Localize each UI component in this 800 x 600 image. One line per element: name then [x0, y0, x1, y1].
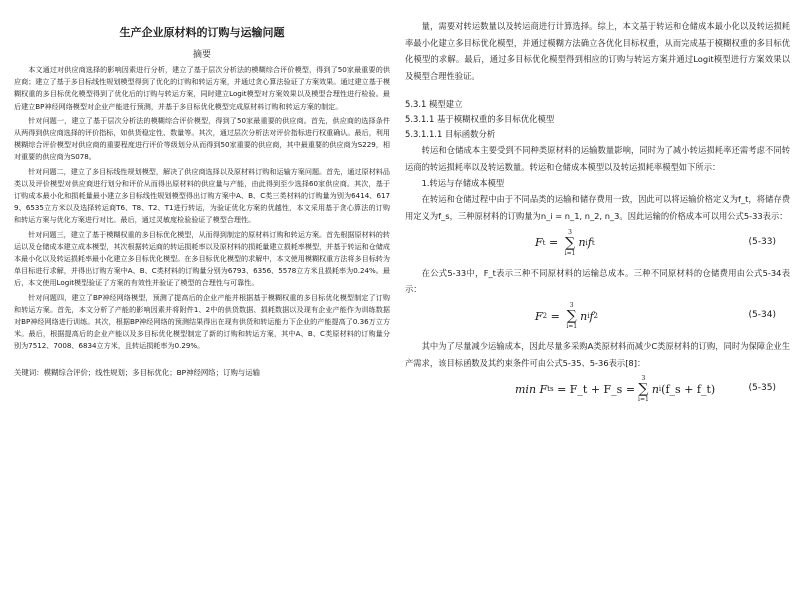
body-paragraph: 转运和仓储成本主要受到不同种类原材料的运输数量影响，同时为了减小转运损耗率还需考虑不同转运商的转运损耗率以及转运数量。转运和仓储成本模型以及转运损耗率模型如下所示：: [405, 144, 790, 172]
summation-symbol: 3 ∑ i=1: [564, 228, 576, 257]
body-paragraph: 其中为了尽量减少运输成本，因此尽量多采购A类原材料而减少C类原材料的订购，同时为保障企业生产需求，该目标函数及其约束条件可由公式5-35、5-36表示[8]：: [405, 341, 790, 368]
abstract-paragraph: 本文通过对供应商选择的影响因素进行分析，建立了基于层次分析法的模糊综合评价模型，得到了50家最重要的供应商；建立了基于多目标线性规划模型得到了优化的订购和转运方案，并通过贪心算法验证了方案效果。通过建立基于模糊权重的多目标优化模型得到了优化后的订购与转运方案，同时建立Logit模型对方案效果以及模型合理性进行检验。最后建立BP神经网络模型对企业产能进行预测，并基于多目标优化模型完成原材料订购和转运方案的制定。: [14, 65, 390, 111]
abstract-paragraph: 针对问题一，建立了基于层次分析法的模糊综合评价模型，得到了50家最重要的供应商。首先，供应商的选择条件从两得到供应商选择的评价指标，如供货稳定性、数量等。其次，通过层次分析法对评价指标进行权重确认。最后，利用模糊综合评价模型对供应商的重要程度进行评价等级划分从而得到50家重要的供应商，其中最重要的供应商为S229，相对重要的供应商为S078。: [14, 115, 390, 162]
keywords: 关键词：模糊综合评价；线性规划；多目标优化；BP神经网络；订购与运输: [14, 367, 261, 377]
abstract-paragraph: 针对问题四，建立了BP神经网络模型，预测了提高后的企业产能并根据基于模糊权重的多目标优化模型制定了订购和转运方案。首先，本文分析了产能的影响因素并将附件1、2中的供货数据、损耗数据以及现有企业产能作为训练数据对BP神经网络进行训练。其次，根据BP神经网络的预测结果得出在现有供货和转运能力下企业的产能提高了0.36万立方米。最后，根据提高后的企业产能以及多目标优化模型制定了新的订购和转运方案，其中A、B、C类原材料的订购量分别为7512、7008、6834立方米，且转运损耗率为0.29%。: [14, 292, 390, 351]
list-heading: 1.转运与存储成本模型: [421, 178, 505, 189]
abstract-paragraph: 针对问题二，建立了多目标线性规划模型，解决了供应商选择以及原材料订购和运输方案问题。首先，通过原材料品类以及评价模型对供应商进行划分和评价从而得出原材料的供应量与产能，由此得到至少选择60家供应商。其次，基于订购成本最小化和损耗量最小建立多目标线性规划模型得出订购方案中A、B、C类三类材料的订购量为别为6414、6179、6535立方米以及选择转运商T6、T8、T2、T1进行转运，为验证优化方案的优越性，本文采用基于贪心算法的订购和转运方案与优化方案进行对比。最后，通过灵敏度检验验证了模型合理性。: [14, 166, 390, 225]
equation-number: (5-35): [748, 383, 776, 394]
equation-5-35: min F ts = F_t + F_s = 3 ∑ i=1 n i (f_s + f_t) (5-35): [515, 375, 776, 404]
section-heading: 5.3.1 模型建立: [405, 98, 463, 109]
equation-5-34: F 2 = 3 ∑ i=1 n i f 2 (5-34): [535, 302, 776, 331]
subsection-heading: 5.3.1.1 基于模糊权重的多目标优化模型: [405, 113, 555, 124]
summation-symbol: 3 ∑ i=1: [638, 375, 649, 404]
right-column: [405, 0, 790, 411]
abstract-paragraph: 针对问题三，建立了基于模糊权重的多目标优化模型，从而得到制定的原材料订购和转运方案。首先根据原材料的转运以及仓储成本建立成本模型，其次根据转运商的转运损耗率以及原材料的损耗量建立损耗率模型，并基于转运和仓储成本最小化以及转运损耗率最小化建立多目标优化模型。在多目标优化模型的求解中，本文使用模糊权重方法将多目标转为单目标进行求解，并得出订购方案中A、B、C类材料的订购量分别为6793、6356、5578立方米且损耗率为0.24%。最后，本文使用Logit模型验证了方案的有效性并验证了模型的合理性与可靠性。: [14, 229, 390, 288]
summation-symbol: 3 ∑ i=1: [566, 302, 578, 331]
equation-5-33: F t = 3 ∑ i=1 n i f t (5-33): [535, 228, 776, 257]
body-paragraph: 在转运和仓储过程中由于不同品类的运输和储存费用一致，因此可以将运输价格定义为f_t，将储存费用定义为f_s，三种原材料的订购量为n_i = n_1, n_2, n_3。因此运输的价格成本可以用公式5-33表示：: [405, 194, 790, 221]
subsubsection-heading: 5.3.1.1.1 目标函数分析: [405, 128, 496, 139]
abstract-heading: 摘要: [192, 50, 211, 60]
intro-paragraph: 量，需要对转运数量以及转运商进行计算选择。综上，本文基于转运和仓储成本最小化以及转运损耗率最小化建立多目标优化模型，并通过模糊方法确立各优化目标权重，从而完成基于模糊权重的多目标优化模型的求解。最后，通过多目标优化模型得到相应的订购与转运方案并通过Logit模型进行方案效果以及模型合理性验证。: [405, 21, 790, 82]
left-column: [14, 0, 390, 379]
equation-number: (5-34): [748, 310, 776, 321]
equation-number: (5-33): [748, 236, 776, 247]
body-paragraph: 在公式5-33中，F_t表示三种不同原材料的运输总成本。三种不同原材料的仓储费用由公式5-34表示：: [405, 267, 790, 295]
document-title: 生产企业原材料的订购与运输问题: [119, 26, 285, 39]
